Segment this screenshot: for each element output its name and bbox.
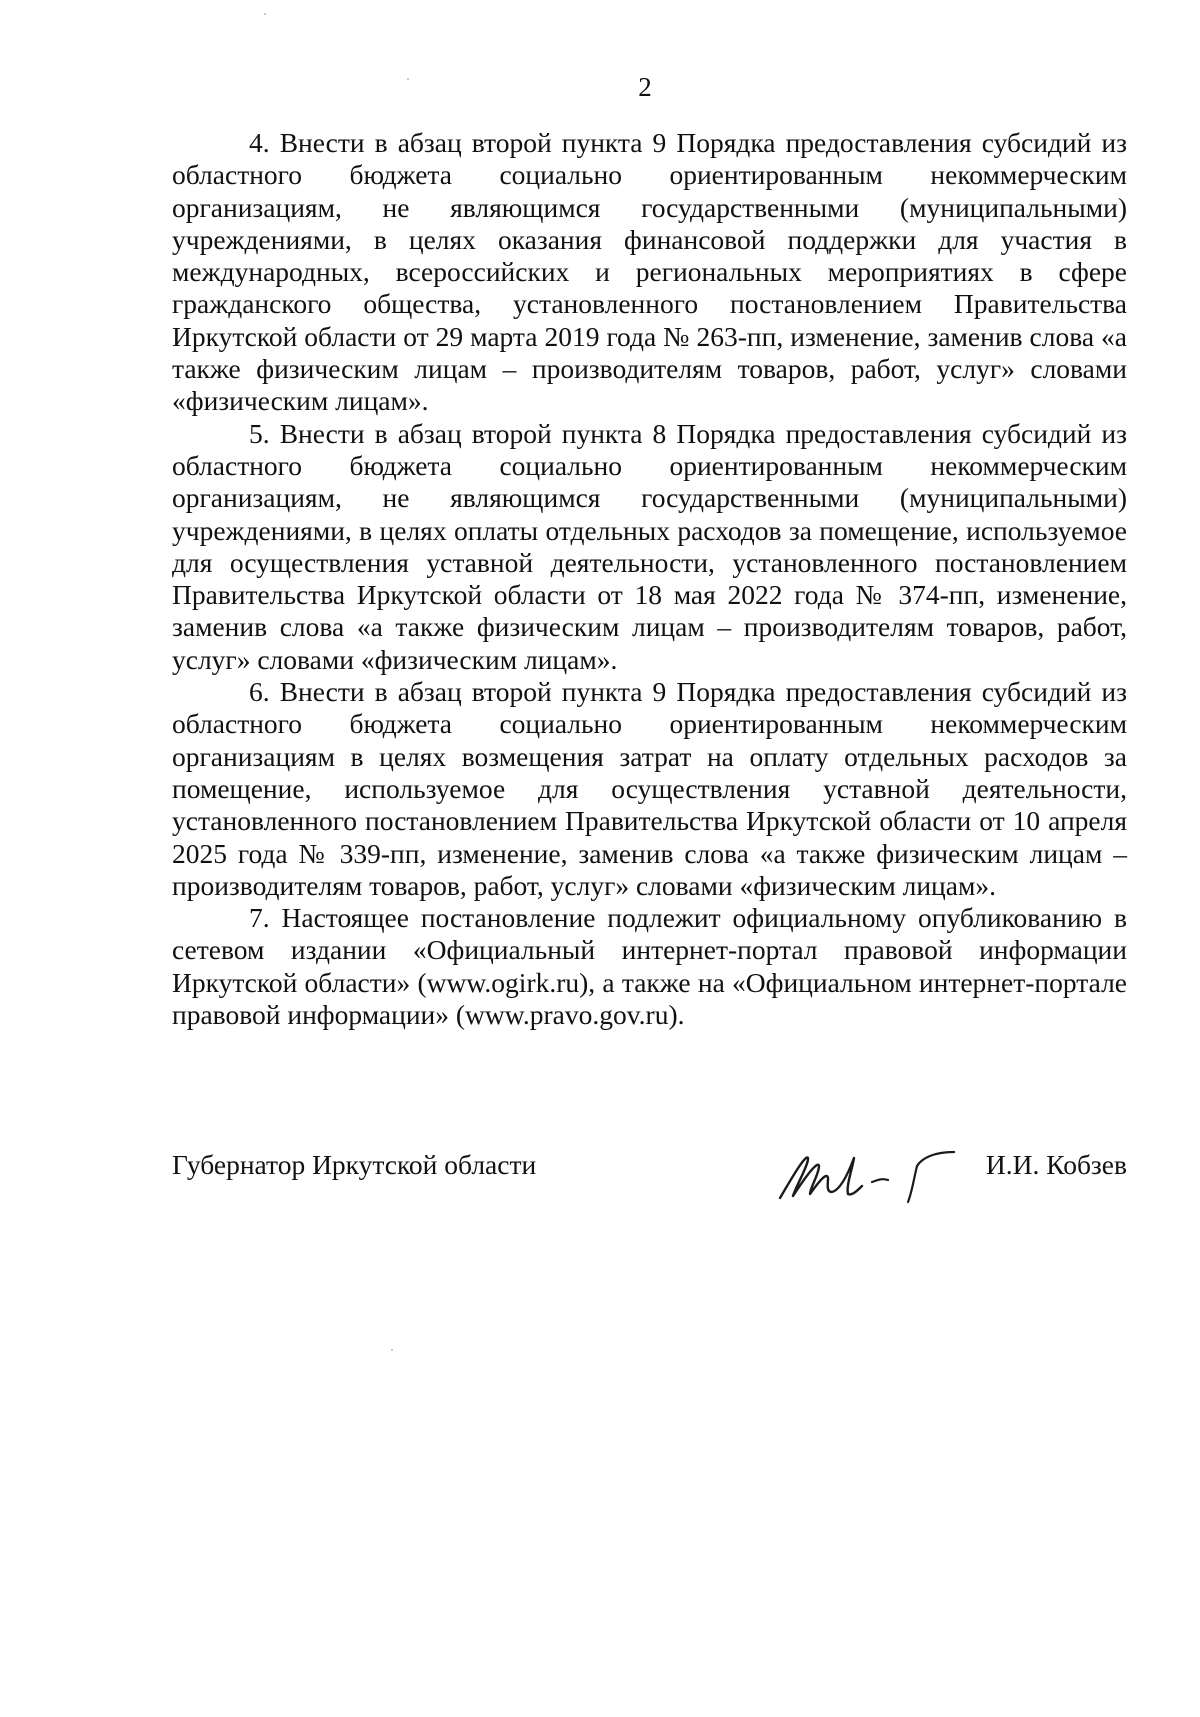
paragraph-item-5: 5. Внести в абзац второй пункта 8 Порядка предоставления субсидий из областного бюджета социально ориентированным некоммерческим организациям, не являющимся государственными (муниципальными) учреждениями, в целях оплаты отдельных расходов за помещение, используемое для осуществления уставной деятельности, установленного постановлением Правительства Иркутской области от 18 мая 2022 года № 374-пп, изменение, заменив слова «а также физическим лицам – производителям товаров, работ, услуг» словами «физическим лицам». (172, 417, 1127, 675)
paragraph-item-7: 7. Настоящее постановление подлежит официальному опубликованию в сетевом издании «Официальный интернет-портал правовой информации Иркутской области» (www.ogirk.ru), а также на «Официальном интернет-портале правовой информации» (www.pravo.gov.ru). (172, 902, 1127, 1031)
signer-title: Губернатор Иркутской области (172, 1149, 537, 1180)
signer-name: И.И. Кобзев (985, 1149, 1127, 1180)
paragraph-item-6: 6. Внести в абзац второй пункта 9 Порядка предоставления субсидий из областного бюджета социально ориентированным некоммерческим организациям в целях возмещения затрат на оплату отдельных расходов за помещение, используемое для осуществления уставной деятельности, установленного постановлением Правительства Иркутской области от 10 апреля 2025 года № 339-пп, изменение, заменив слова «а также физическим лицам – производителям товаров, работ, услуг» словами «физическим лицам». (172, 676, 1127, 901)
paragraph-item-4: 4. Внести в абзац второй пункта 9 Порядка предоставления субсидий из областного бюджета социально ориентированным некоммерческим организациям, не являющимся государственными (муниципальными) учреждениями, в целях оказания финансовой поддержки для участия в международных, всероссийских и региональных мероприятиях в сфере гражданского общества, установленного постановлением Правительства Иркутской области от 29 марта 2019 года № 263-пп, изменение, заменив слова «а также физическим лицам – производителям товаров, работ, услуг» словами «физическим лицам». (172, 127, 1127, 417)
scan-speck (391, 1349, 393, 1351)
scan-speck (407, 78, 409, 80)
scan-speck (264, 13, 266, 15)
page-number: 2 (638, 72, 652, 102)
document-body (172, 127, 1127, 1031)
signature-block (172, 1148, 1127, 1228)
handwritten-signature (772, 1136, 1012, 1226)
